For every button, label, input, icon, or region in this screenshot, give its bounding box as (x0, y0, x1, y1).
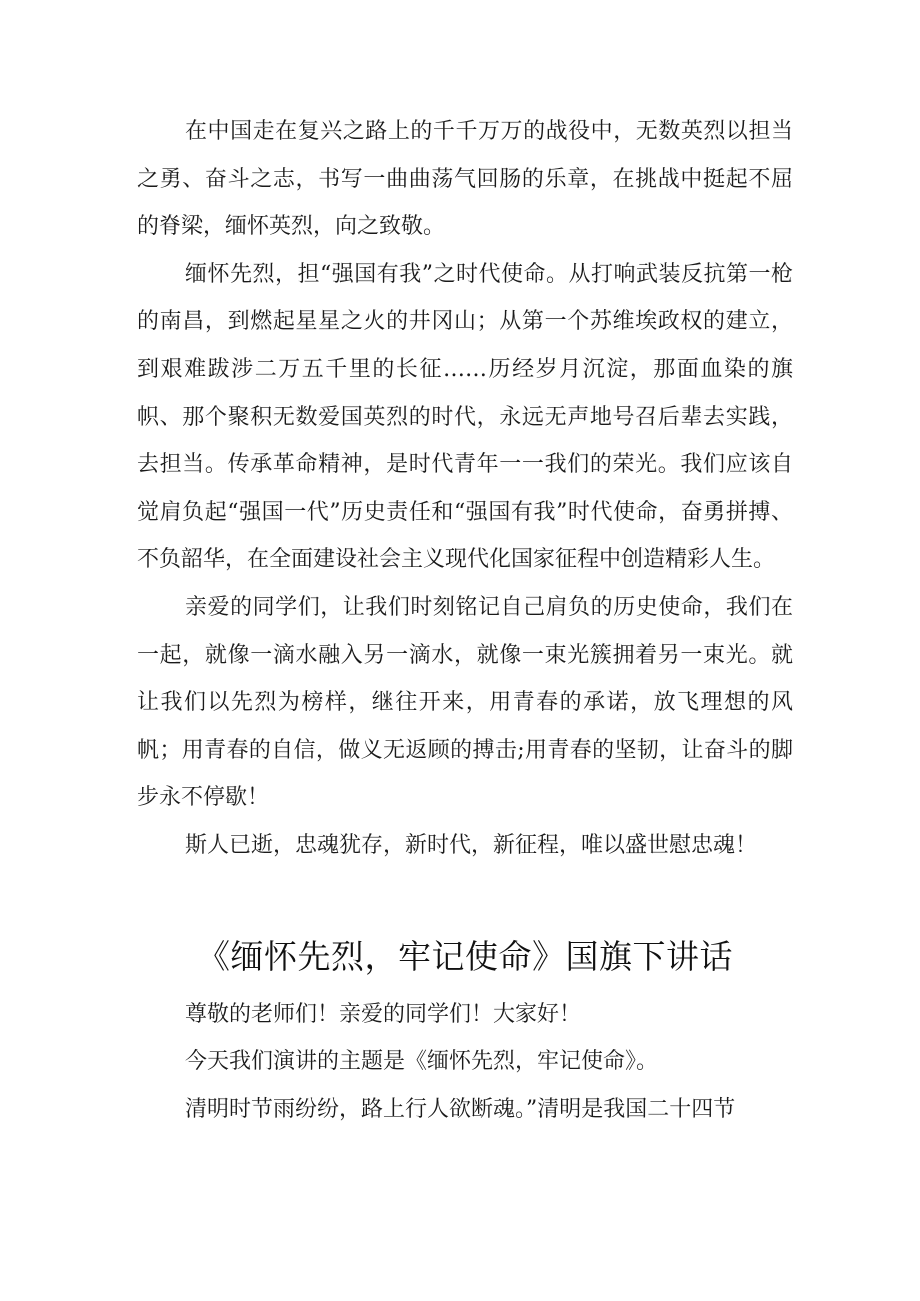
paragraph-greeting: 尊敬的老师们！亲爱的同学们！大家好！ (185, 1001, 582, 1027)
paragraph-closing: 斯人已逝，忠魂犹存，新时代，新征程，唯以盛世慰忠魂！ (185, 832, 758, 858)
paragraph-tribute-intro: 在中国走在复兴之路上的千千万万的战役中，无数英烈以担当之勇、奋斗之志，书写一曲曲荡气回肠的乐章，在挑战中挺起不屈的脊梁，缅怀英烈，向之致敬。 (137, 119, 793, 240)
paragraph-theme: 今天我们演讲的主题是《缅怀先烈，牢记使命》。 (185, 1049, 659, 1075)
speech-title: 《缅怀先烈，牢记使命》国旗下讲话 (197, 936, 733, 976)
paragraph-classmates: 亲爱的同学们，让我们时刻铭记自己肩负的历史使命，我们在一起，就像一滴水融入另一滴水，就像一束光簇拥着另一束光。就让我们以先烈为榜样，继往开来，用青春的承诺，放飞理想的风帆；用青春的自信，做义无返顾的搏击;用青春的坚韧，让奋斗的脚步永不停歇！ (137, 594, 793, 811)
document-body (137, 108, 793, 1133)
paragraph-qingming: 清明时节雨纷纷，路上行人欲断魂。”清明是我国二十四节 (185, 1096, 736, 1122)
paragraph-mission: 缅怀先烈，担“强国有我”之时代使命。从打响武装反抗第一枪的南昌，到燃起星星之火的井冈山；从第一个苏维埃政权的建立，到艰难跋涉二万五千里的长征……历经岁月沉淀，那面血染的旗帜、那个聚积无数爱国英烈的时代，永远无声地号召后辈去实践，去担当。传承革命精神，是时代青年一一我们的荣光。我们应该自觉肩负起“强国一代”历史责任和“强国有我”时代使命，奋勇拼搏、不负韶华，在全面建设社会主义现代化国家征程中创造精彩人生。 (137, 261, 793, 573)
